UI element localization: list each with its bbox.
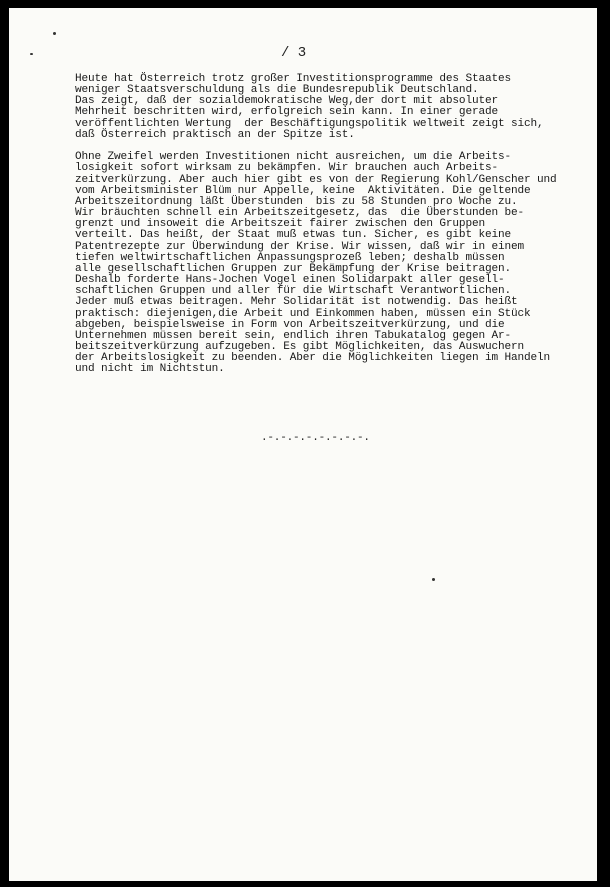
text-line: daß Österreich praktisch an der Spitze ist.: [75, 128, 355, 141]
text-line: Jeder muß etwas beitragen. Mehr Solidarität ist notwendig. Das heißt: [75, 296, 518, 309]
text-line: und nicht im Nichtstun.: [75, 363, 225, 376]
text-line: Das zeigt, daß der sozialdemokratische Weg,der dort mit absoluter: [75, 95, 498, 108]
text-line: Deshalb forderte Hans-Jochen Vogel einen Solidarpakt aller gesell-: [75, 274, 505, 287]
text-line: vom Arbeitsminister Blüm nur Appelle, keine Aktivitäten. Die geltende: [75, 184, 531, 197]
text-line: schaftlichen Gruppen und aller für die Wirtschaft Verantwortlichen.: [75, 285, 511, 298]
body-text: [75, 74, 595, 387]
text-line: losigkeit sofort wirksam zu bekämpfen. Wir brauchen auch Arbeits-: [75, 162, 498, 175]
text-line: Arbeitszeitordnung läßt Überstunden bis zu 58 Stunden pro Woche zu.: [75, 195, 518, 208]
text-line: praktisch: diejenigen,die Arbeit und Einkommen haben, müssen ein Stück: [75, 307, 531, 320]
paragraph-working-time: [75, 152, 595, 375]
text-line: der Arbeitslosigkeit zu beenden. Aber die Möglichkeiten liegen im Handeln: [75, 352, 551, 365]
text-line: beitszeitverkürzung aufzugeben. Es gibt Möglichkeiten, das Auswuchern: [75, 340, 525, 353]
text-line: zeitverkürzung. Aber auch hier gibt es von der Regierung Kohl/Genscher und: [75, 173, 557, 186]
text-line: abgeben, beispielsweise in Form von Arbeitszeitverkürzung, und die: [75, 318, 505, 331]
text-line: tiefen weltwirtschaftlichen Anpassungsprozeß leben; deshalb müssen: [75, 251, 505, 264]
text-line: Mehrheit beschritten wird, erfolgreich sein kann. In einer gerade: [75, 106, 498, 119]
scan-speck: [432, 578, 435, 581]
document-page: [9, 8, 597, 881]
text-line: verteilt. Das heißt, der Staat muß etwas tun. Sicher, es gibt keine: [75, 229, 511, 242]
text-line: Ohne Zweifel werden Investitionen nicht ausreichen, um die Arbeits-: [75, 151, 511, 164]
paragraph-austria: [75, 74, 595, 141]
scan-speck: [30, 53, 33, 55]
text-line: Wir bräuchten schnell ein Arbeitszeitgesetz, das die Überstunden be-: [75, 207, 525, 220]
text-line: Heute hat Österreich trotz großer Investitionsprogramme des Staates: [75, 73, 511, 85]
text-line: Unternehmen müssen bereit sein, endlich ihren Tabukatalog gegen Ar-: [75, 329, 511, 342]
scan-speck: [53, 32, 56, 35]
text-line: Patentrezepte zur Überwindung der Krise. Wir wissen, daß wir in einem: [75, 240, 525, 253]
page-number: / 3: [281, 45, 307, 61]
text-line: weniger Staatsverschuldung als die Bundesrepublik Deutschland.: [75, 84, 479, 97]
text-line: veröffentlichten Wertung der Beschäftigungspolitik weltweit zeigt sich,: [75, 117, 544, 130]
text-line: alle gesellschaftlichen Gruppen zur Bekämpfung der Krise beitragen.: [75, 262, 511, 275]
text-line: grenzt und insoweit die Arbeitszeit fairer zwischen den Gruppen: [75, 218, 485, 231]
end-of-text-mark: .-.-.-.-.-.-.-.-.: [261, 432, 370, 444]
